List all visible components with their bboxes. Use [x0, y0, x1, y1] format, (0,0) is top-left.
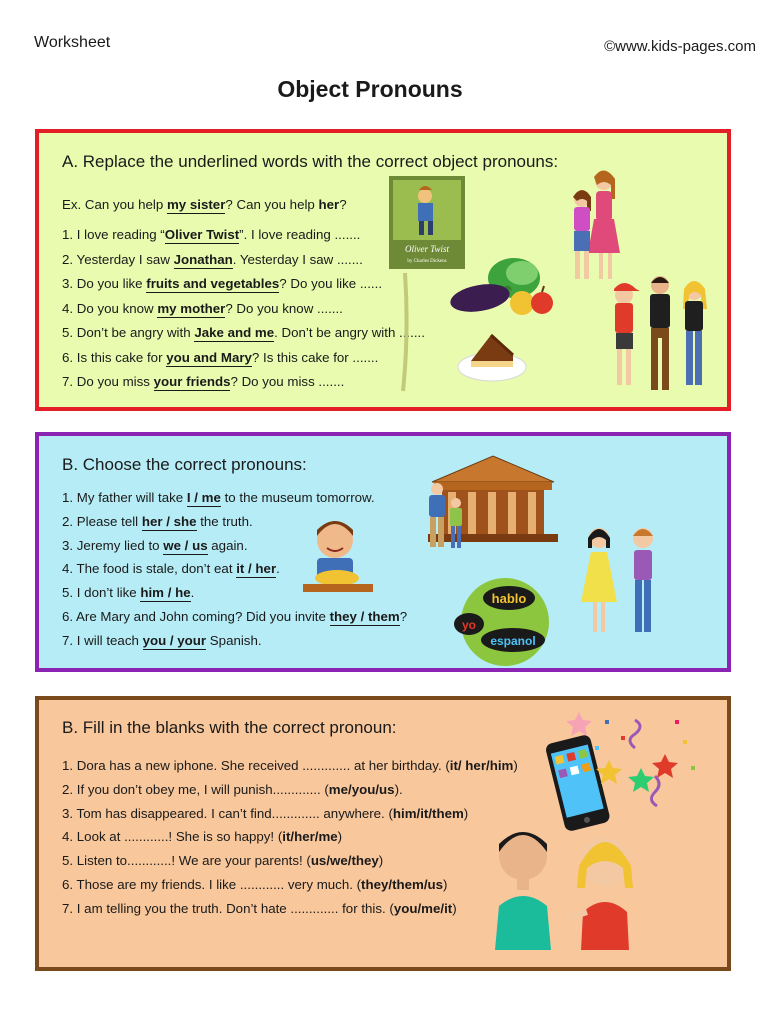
section-a-item: 2. Yesterday I saw Jonathan. Yesterday I saw .......	[62, 251, 363, 267]
book-title: Oliver Twist	[404, 244, 450, 254]
answer-option[interactable]: we / us	[163, 537, 208, 553]
answer-option[interactable]: him/it/them	[392, 805, 464, 821]
answer-option[interactable]: you / your	[142, 632, 207, 648]
section-c-heading: B. Fill in the blanks with the correct pronoun:	[62, 718, 397, 737]
answer-option[interactable]: I / me	[186, 490, 221, 505]
worksheet-label: Worksheet	[34, 34, 111, 51]
page-title: Object Pronouns	[277, 76, 463, 102]
answer-option[interactable]: your friends	[153, 374, 231, 389]
fruits-vegetables-image	[444, 253, 564, 323]
section-b-item: 3. Jeremy lied to we / us again.	[62, 537, 248, 553]
section-b-item: 7. I will teach you / your Spanish.	[62, 632, 262, 648]
section-a-item: 7. Do you miss your friends? Do you miss .......	[62, 374, 345, 389]
site-credit[interactable]: ©www.kids-pages.com	[604, 38, 756, 55]
answer-option[interactable]: my mother	[157, 300, 226, 316]
section-b-item: 1. My father will take I / me to the museum tomorrow.	[62, 490, 375, 505]
confetti-image	[565, 706, 705, 826]
answer-option[interactable]: it/ her/him	[449, 758, 514, 773]
answer-option[interactable]: us/we/they	[310, 853, 379, 869]
answer-option[interactable]: it/her/me	[282, 829, 338, 845]
answer-option[interactable]: Jake and me	[194, 325, 275, 340]
svg-text:yo: yo	[461, 618, 477, 632]
bubble-espanol	[481, 628, 545, 652]
answer-option[interactable]: they / them	[329, 609, 400, 624]
answer-option[interactable]: me/you/us	[328, 781, 395, 797]
answer-option[interactable]: him / he	[140, 585, 191, 601]
section-b-item: 2. Please tell her / she the truth.	[62, 513, 253, 529]
section-c-box	[35, 696, 731, 971]
answer-option[interactable]: they/them/us	[361, 877, 444, 892]
boy-eating-image	[303, 518, 373, 596]
section-a-box	[35, 129, 731, 411]
book-author: by Charles Dickens	[407, 259, 447, 264]
three-friends-image	[604, 273, 719, 398]
section-a-item: 6. Is this cake for you and Mary? Is this cake for .......	[62, 349, 379, 365]
section-b-heading: B. Choose the correct pronouns:	[62, 455, 307, 474]
spanish-bubbles-image	[449, 576, 549, 666]
answer-option[interactable]: Jonathan	[173, 251, 233, 267]
bubble-hablo	[483, 586, 535, 610]
section-c-item: 3. Tom has disappeared. I can’t find............. anywhere. (him/it/them)	[62, 805, 469, 821]
answer-option[interactable]: Oliver Twist	[164, 227, 240, 242]
section-a-heading: A. Replace the underlined words with the correct object pronouns:	[62, 152, 559, 171]
section-b-box	[35, 432, 731, 672]
two-kids-image	[487, 826, 647, 950]
section-b-item: 4. The food is stale, don’t eat it / her.	[62, 561, 280, 577]
cake-image	[457, 323, 527, 383]
section-c-item: 1. Dora has a new iphone. She received ............. at her birthday. (it/ her/him)	[62, 758, 518, 773]
section-a-item: 4. Do you know my mother? Do you know .......	[62, 300, 343, 316]
father-son-image	[421, 481, 466, 551]
section-c-item: 5. Listen to............! We are your parents! (us/we/they)	[62, 853, 384, 869]
section-b-item: 6. Are Mary and John coming? Did you invite they / them?	[62, 609, 408, 624]
section-b-item: 5. I don’t like him / he.	[62, 585, 195, 601]
bubble-yo	[454, 613, 484, 635]
section-a-item: 3. Do you like fruits and vegetables? Do you like ......	[62, 276, 383, 291]
answer-option[interactable]: you and Mary	[166, 349, 252, 365]
svg-text:espanol: espanol	[490, 634, 536, 648]
section-c-item: 7. I am telling you the truth. Don’t hate ............. for this. (you/me/it)	[62, 900, 457, 916]
answer-option[interactable]: her / she	[141, 513, 197, 529]
section-a-item: 5. Don’t be angry with Jake and me. Don’t be angry with .......	[62, 325, 425, 340]
answer-option[interactable]: fruits and vegetables	[146, 276, 280, 291]
pencil-mark	[399, 273, 411, 393]
answer-option[interactable]: you/me/it	[393, 900, 453, 916]
section-a-example: Ex. Can you help my sister? Can you help her?	[62, 197, 347, 212]
svg-text:hablo: hablo	[491, 591, 527, 606]
girl-boy-image	[579, 524, 664, 639]
answer-option[interactable]: it / her	[236, 561, 277, 577]
section-a-item: 1. I love reading “Oliver Twist”. I love reading .......	[62, 227, 361, 242]
section-c-item: 2. If you don’t obey me, I will punish............. (me/you/us).	[62, 781, 403, 797]
mother-daughter-image	[564, 169, 624, 287]
section-c-item: 6. Those are my friends. I like ............ very much. (they/them/us)	[62, 877, 448, 892]
section-c-item: 4. Look at ............! She is so happy! (it/her/me)	[62, 829, 343, 845]
